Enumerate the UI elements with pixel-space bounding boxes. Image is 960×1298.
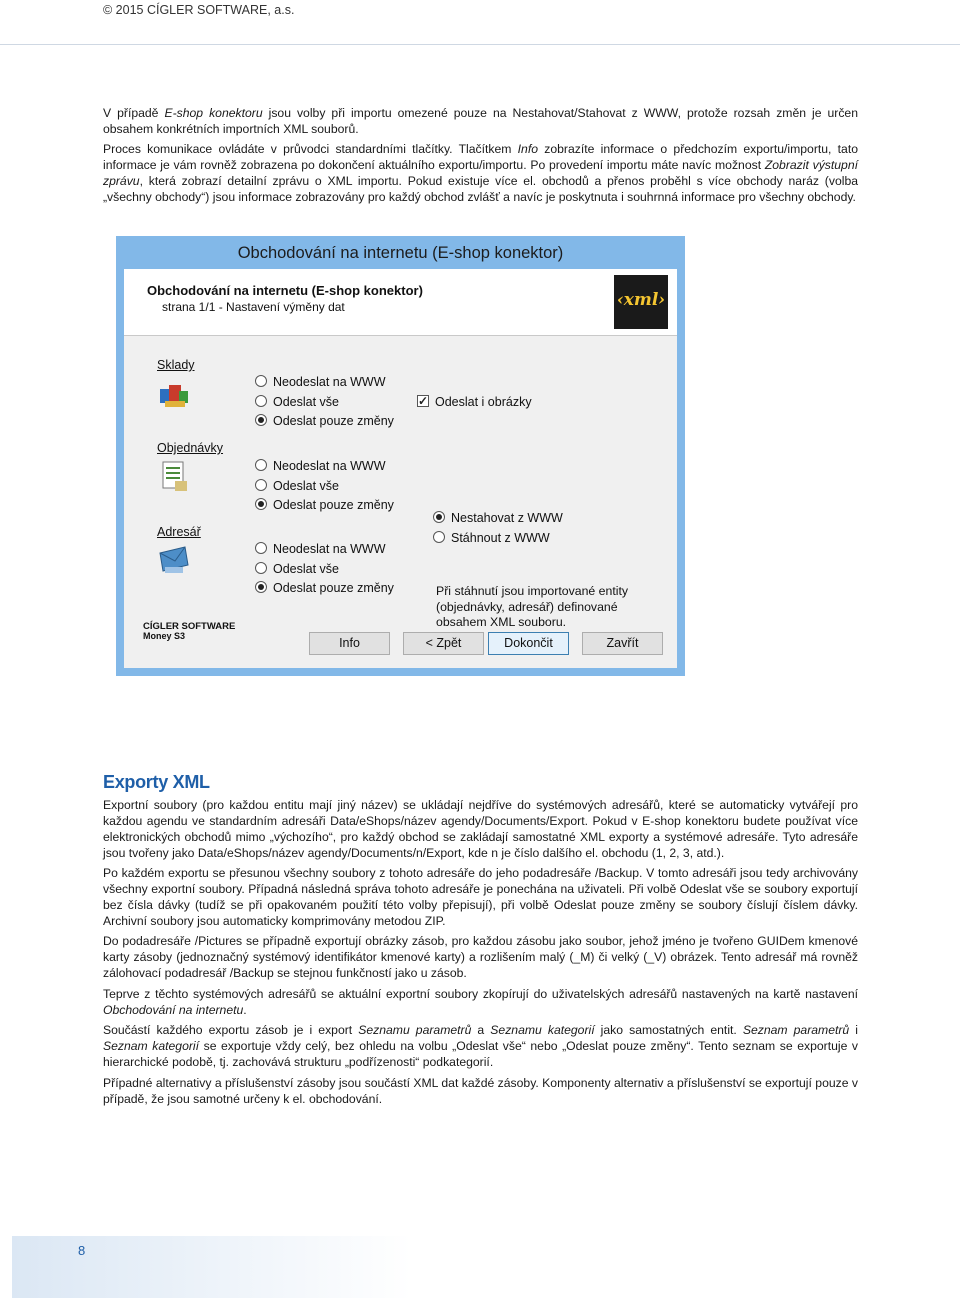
objednavky-neodeslat-radio[interactable]: Neodeslat na WWW bbox=[255, 458, 386, 474]
section-paragraph-4: Teprve z těchto systémových adresářů se aktuální exportní soubory zkopírují do uživatelských adresářů nastavených na kartě nastavení Obchodování na internetu. bbox=[103, 987, 858, 1017]
objednavky-odeslat-zmeny-radio[interactable]: Odeslat pouze změny bbox=[255, 497, 394, 513]
section-title: Exporty XML bbox=[103, 772, 210, 792]
info-button[interactable]: Info bbox=[309, 632, 390, 655]
section-paragraph-1: Exportní soubory (pro každou entitu mají jiný název) se ukládají nejdříve do systémových adresářů, které se automaticky vytvářejí pro každou agendu ve standardním adresáři Data/eShops/název agendy/Documents/Export. Pokud v E-shop konektoru budete používat více elektronických obchodů mimo „výchozího“, pro každý obchod se zakládají samostatné XML exporty a systémové adresáře. Tyto adresáře jsou tvořeny jako Data/eShops/název agendy/Documents/n/Export, kde n je číslo dalšího el. obchodu (1, 2, 3, atd.). bbox=[103, 798, 858, 860]
finish-button[interactable]: Dokončit bbox=[488, 632, 569, 655]
dialog-header-subtitle: strana 1/1 - Nastavení výměny dat bbox=[162, 300, 345, 314]
section-paragraph-3: Do podadresáře /Pictures se případně exportují obrázky zásob, pro každou zásobu jako soubor, jehož jméno je tvořeno GUIDem kmenové karty zásoby (jednoznačný systémový identifikátor kmenové karty) a rozlišením malý (_M) či velký (_V) obrázek. Tento adresář má rovněž zálohovací podadresář /Backup se stejnou funkčností jako u zásob. bbox=[103, 934, 858, 980]
dialog-header bbox=[124, 269, 677, 336]
sklady-neodeslat-radio[interactable]: Neodeslat na WWW bbox=[255, 374, 386, 390]
adresar-odeslat-vse-radio[interactable]: Odeslat vše bbox=[255, 561, 339, 577]
brand-cigler: CÍGLER SOFTWARE bbox=[143, 621, 236, 632]
sklady-odeslat-vse-radio[interactable]: Odeslat vše bbox=[255, 394, 339, 410]
warehouse-icon bbox=[157, 377, 191, 411]
group-label-adresar: Adresář bbox=[157, 525, 201, 539]
close-button[interactable]: Zavřít bbox=[582, 632, 663, 655]
dialog-body bbox=[124, 269, 677, 668]
copyright-text: © 2015 CÍGLER SOFTWARE, a.s. bbox=[103, 3, 295, 17]
section-paragraph-2: Po každém exportu se přesunou všechny soubory z tohoto adresáře do jeho podadresáře /Backup. V tomto adresáři jsou tedy archivovány všechny exportní soubory. Případná následná správa tohoto adresáře je ponechána na uživateli. Při volbě Odeslat vše se soubory exportují bez čísla dávky (tudíž se při opakovaném použití této volby přepisují), při volbě Odeslat pouze změny se soubory číslují číslem dávky. Archivní soubory jsou automaticky komprimovány metodou ZIP. bbox=[103, 866, 858, 928]
xml-logo-icon: ‹xml› bbox=[614, 275, 668, 329]
section-paragraph-6: Případné alternativy a příslušenství zásoby jsou součástí XML dat každé zásoby. Komponenty alternativ a příslušenství se exportují pouze v případě, že jsou samotné určeny k el. obchodování. bbox=[103, 1076, 858, 1106]
page-header bbox=[0, 0, 960, 45]
import-note: Při stáhnutí jsou importované entity (objednávky, adresář) definované obsahem XML souboru. bbox=[436, 584, 629, 629]
adresar-neodeslat-radio[interactable]: Neodeslat na WWW bbox=[255, 541, 386, 557]
sklady-odeslat-zmeny-radio[interactable]: Odeslat pouze změny bbox=[255, 413, 394, 429]
eshop-dialog-screenshot bbox=[116, 236, 685, 676]
brand-money: Money S3 bbox=[143, 631, 186, 641]
intro-paragraph-2: Proces komunikace ovládáte v průvodci standardními tlačítky. Tlačítkem Info zobrazíte informace o předchozím exportu/importu, tato informace je vám rovněž zobrazena po dokončení aktuálního exportu/importu. Po provedení importu máte navíc možnost Zobrazit výstupní zprávu, která zobrazí detailní zprávu o XML importu. Pokud existuje více el. obchodů a přenos proběhl s více obchody naráz (volba „všechny obchody“) jsou informace zobrazovány pro každý obchod zvlášť a navíc je poskytnuta i souhrnná informace pro všechny obchody. bbox=[103, 142, 858, 204]
adresar-odeslat-zmeny-radio[interactable]: Odeslat pouze změny bbox=[255, 580, 394, 596]
footer-band bbox=[12, 1236, 412, 1298]
section-paragraph-5: Součástí každého exportu zásob je i export Seznamu parametrů a Seznamu kategorií jako samostatných entit. Seznam parametrů i Seznam kategorií se exportuje vždy celý, bez ohledu na volbu „Odeslat vše“ nebo „Odeslat pouze změny“. Tento seznam se exportuje v hierarchické podobě, tj. zachovává strukturu „podřízenosti“ podkategorií. bbox=[103, 1023, 859, 1069]
back-button[interactable]: < Zpět bbox=[403, 632, 484, 655]
intro-paragraph-1: V případě E-shop konektoru jsou volby při importu omezené pouze na Nestahovat/Stahovat z WWW, protože rozsah změn je určen obsahem konkrétních importních XML souborů. bbox=[103, 106, 858, 136]
group-label-sklady: Sklady bbox=[157, 358, 195, 372]
group-label-objednavky: Objednávky bbox=[157, 441, 224, 455]
address-book-envelope-icon bbox=[157, 543, 191, 577]
odeslat-obrazky-checkbox[interactable]: Odeslat i obrázky ✓ bbox=[417, 394, 532, 410]
stahnout-radio[interactable]: Stáhnout z WWW bbox=[433, 530, 550, 546]
page-number: 8 bbox=[78, 1243, 86, 1258]
orders-document-icon bbox=[157, 459, 191, 493]
dialog-header-title: Obchodování na internetu (E-shop konektor) bbox=[147, 283, 423, 298]
nestahovat-radio[interactable]: Nestahovat z WWW bbox=[433, 510, 563, 526]
objednavky-odeslat-vse-radio[interactable]: Odeslat vše bbox=[255, 478, 339, 494]
dialog-window-title: Obchodování na internetu (E-shop konektor) bbox=[237, 244, 564, 262]
